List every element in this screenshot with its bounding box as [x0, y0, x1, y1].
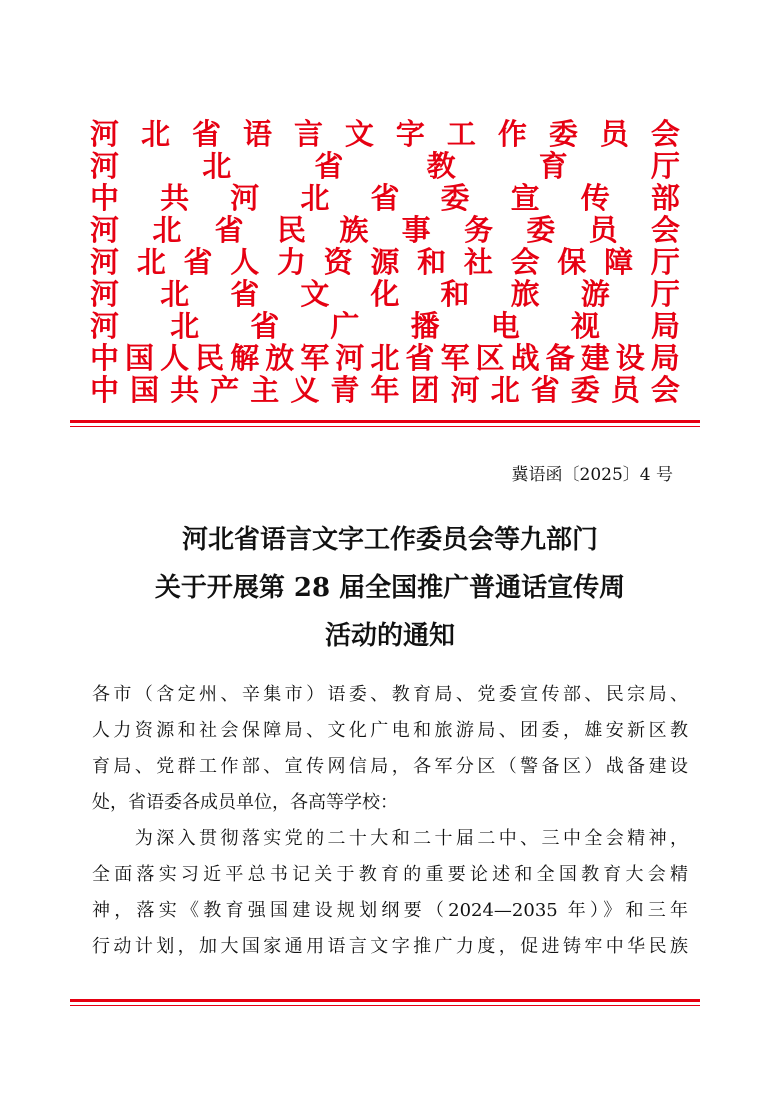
authority-char: 保 — [557, 245, 587, 279]
body-line: 全面落实习近平总书记关于教育的重要论述和全国教育大会精 — [92, 864, 688, 885]
authority-char: 事 — [401, 213, 431, 247]
authority-char: 河 — [90, 277, 120, 311]
authority-char: 障 — [604, 245, 634, 279]
authority-char: 播 — [410, 309, 440, 343]
authority-char: 族 — [339, 213, 369, 247]
authority-char: 放 — [265, 341, 295, 375]
authority-char: 北 — [300, 181, 330, 215]
authority-char: 年 — [370, 373, 400, 407]
authority-char: 视 — [570, 309, 600, 343]
authority-char: 部 — [650, 181, 680, 215]
authority-char: 源 — [370, 245, 400, 279]
authority-char: 义 — [290, 373, 320, 407]
authority-char: 厅 — [650, 245, 680, 279]
authority-char: 共 — [160, 181, 190, 215]
authority-char: 北 — [152, 213, 182, 247]
authority-char: 社 — [463, 245, 493, 279]
authority-char: 河 — [90, 117, 120, 151]
authority-char: 主 — [250, 373, 280, 407]
authority-char: 员 — [588, 213, 618, 247]
red-separator-bottom-thick — [70, 999, 700, 1002]
authority-char: 力 — [276, 245, 306, 279]
authority-char: 局 — [650, 309, 680, 343]
authority-char: 军 — [440, 341, 470, 375]
body-line: 行动计划，加大国家通用语言文字推广力度，促进铸牢中华民族 — [92, 936, 688, 957]
authority-char: 电 — [490, 309, 520, 343]
authority-char: 文 — [344, 117, 374, 151]
authority-char: 北 — [136, 245, 166, 279]
authority-char: 语 — [242, 117, 272, 151]
red-separator-bottom-thin — [70, 1005, 700, 1006]
authority-char: 北 — [160, 277, 190, 311]
body-line: 育局、党群工作部、宣传网信局，各军分区（警备区）战备建设 — [92, 756, 688, 777]
authority-char: 河 — [90, 213, 120, 247]
red-separator-thick — [70, 420, 700, 423]
authority-char: 北 — [140, 117, 170, 151]
authority-char: 和 — [417, 245, 447, 279]
authority-char: 省 — [530, 373, 560, 407]
authority-char: 省 — [214, 213, 244, 247]
authority-char: 共 — [170, 373, 200, 407]
title-line-1: 河北省语言文字工作委员会等九部门 — [181, 525, 598, 555]
issuing-authorities-header — [90, 118, 680, 406]
authority-char: 河 — [90, 149, 120, 183]
authority-char: 厅 — [650, 277, 680, 311]
document-title — [70, 516, 710, 660]
authority-char: 育 — [538, 149, 568, 183]
authority-char: 河 — [90, 245, 120, 279]
title-line-2: 关于开展第 28 届全国推广普通话宣传周 — [154, 573, 626, 603]
authority-char: 河 — [230, 181, 260, 215]
authority-char: 备 — [545, 341, 575, 375]
authority-char: 宣 — [510, 181, 540, 215]
authority-char: 省 — [191, 117, 221, 151]
authority-row — [90, 342, 680, 374]
authority-char: 中 — [90, 181, 120, 215]
authority-char: 旅 — [510, 277, 540, 311]
authority-row — [90, 246, 680, 278]
authority-char: 员 — [599, 117, 629, 151]
authority-char: 会 — [650, 373, 680, 407]
authority-char: 务 — [463, 213, 493, 247]
authority-char: 工 — [446, 117, 476, 151]
authority-char: 会 — [650, 117, 680, 151]
authority-char: 广 — [330, 309, 360, 343]
authority-char: 省 — [183, 245, 213, 279]
body-line: 神，落实《教育强国建设规划纲要（2024—2035 年）》和三年 — [92, 900, 688, 921]
authority-char: 传 — [580, 181, 610, 215]
authority-row — [90, 214, 680, 246]
authority-char: 民 — [195, 341, 225, 375]
authority-char: 资 — [323, 245, 353, 279]
authority-row — [90, 118, 680, 150]
authority-char: 省 — [370, 181, 400, 215]
body-line: 处，省语委各成员单位，各高等学校： — [92, 792, 398, 813]
authority-char: 作 — [497, 117, 527, 151]
body-line: 各市（含定州、辛集市）语委、教育局、党委宣传部、民宗局、 — [92, 684, 688, 705]
authority-row — [90, 374, 680, 406]
authority-row — [90, 150, 680, 182]
authority-char: 团 — [410, 373, 440, 407]
authority-char: 委 — [440, 181, 470, 215]
authority-char: 北 — [370, 341, 400, 375]
authority-row — [90, 182, 680, 214]
authority-char: 厅 — [650, 149, 680, 183]
authority-char: 和 — [440, 277, 470, 311]
title-line-3: 活动的通知 — [324, 621, 455, 651]
authority-char: 民 — [276, 213, 306, 247]
authority-char: 产 — [210, 373, 240, 407]
authority-char: 员 — [610, 373, 640, 407]
authority-char: 中 — [90, 341, 120, 375]
authority-char: 国 — [125, 341, 155, 375]
authority-char: 北 — [490, 373, 520, 407]
authority-char: 委 — [548, 117, 578, 151]
authority-char: 会 — [650, 213, 680, 247]
authority-char: 人 — [230, 245, 260, 279]
authority-char: 省 — [314, 149, 344, 183]
authority-char: 局 — [650, 341, 680, 375]
body-line: 人力资源和社会保障局、文化广电和旅游局、团委，雄安新区教 — [92, 720, 688, 741]
red-separator-thin — [70, 426, 700, 427]
authority-char: 化 — [370, 277, 400, 311]
authority-char: 军 — [300, 341, 330, 375]
authority-char: 人 — [160, 341, 190, 375]
authority-char: 区 — [475, 341, 505, 375]
authority-char: 北 — [202, 149, 232, 183]
authority-char: 河 — [335, 341, 365, 375]
authority-char: 教 — [426, 149, 456, 183]
authority-char: 省 — [405, 341, 435, 375]
authority-char: 省 — [230, 277, 260, 311]
authority-char: 省 — [250, 309, 280, 343]
authority-char: 河 — [90, 309, 120, 343]
authority-char: 言 — [293, 117, 323, 151]
authority-char: 游 — [580, 277, 610, 311]
authority-char: 战 — [510, 341, 540, 375]
authority-row — [90, 310, 680, 342]
authority-char: 文 — [300, 277, 330, 311]
authority-char: 委 — [570, 373, 600, 407]
authority-char: 北 — [170, 309, 200, 343]
authority-char: 国 — [130, 373, 160, 407]
authority-char: 会 — [510, 245, 540, 279]
authority-char: 建 — [580, 341, 610, 375]
authority-row — [90, 278, 680, 310]
document-number: 冀语函〔2025〕4 号 — [511, 465, 673, 485]
authority-char: 字 — [395, 117, 425, 151]
body-line: 为深入贯彻落实党的二十大和二十届二中、三中全会精神， — [92, 828, 688, 849]
document-body — [92, 677, 688, 965]
authority-char: 河 — [450, 373, 480, 407]
authority-char: 中 — [90, 373, 120, 407]
authority-char: 青 — [330, 373, 360, 407]
authority-char: 委 — [526, 213, 556, 247]
authority-char: 设 — [615, 341, 645, 375]
authority-char: 解 — [230, 341, 260, 375]
